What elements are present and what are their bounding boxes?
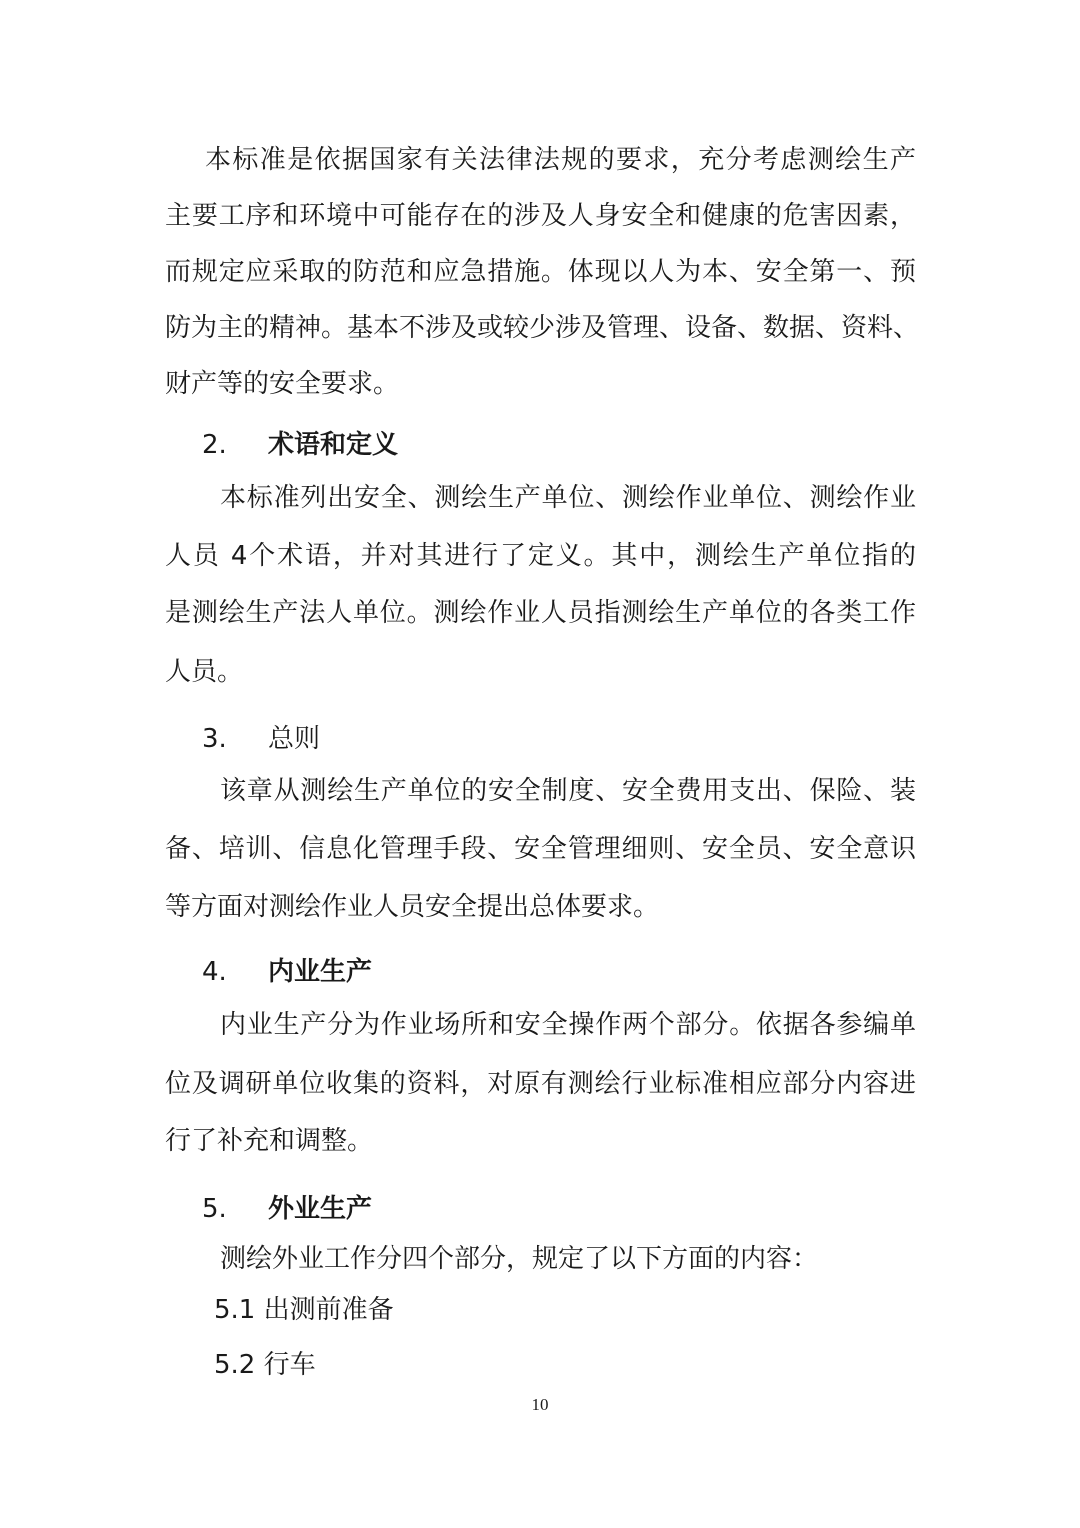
section-title: 外业生产	[268, 1194, 373, 1224]
document-page: 本标准是依据国家有关法律法规的要求，充分考虑测绘生产 主要工序和环境中可能存在的涉及人身安全和健康的危害因素， 而规定应采取的防范和应急措施。体现以人为本、安全第一、预 防为主的精神。基本不涉及或较少涉及管理、设备、数据、资料、 财产等的安全要求。 2. 术语和定义 本标准列出安全、测绘生产单位、测绘作业单位、测绘作业 人员 4个术语，并对其进行了定义。其中，测绘生产单位指的 是测绘生产法人单位。测绘作业人员指测绘生产单位的各类工作 人员。 3. 总则 该章从测绘生产单位的安全制度、安全费用支出、保险、装 备、培训、信息化管理手段、安全管理细则、安全员、安全意识 等方面对测绘作业人员安全提出总体要求。 4. 内业生产 内业生产分为作业场所和安全操作两个部分。依据各参编单 位及调研单位收集的资料，对原有测绘行业标准相应部分内容进 行了补充和调整。 5. 外业生产 测绘外业工作分四个部分，规定了以下方面的内容： 5.1 出测前准备 5.2 行车 10	[0, 0, 1080, 1528]
section-number: 5.	[202, 1194, 227, 1224]
section-number: 3.	[202, 724, 227, 754]
section-title: 总则	[268, 724, 321, 754]
section-title: 内业生产	[268, 957, 373, 987]
section-number: 4.	[202, 957, 227, 987]
section-title: 术语和定义	[268, 430, 399, 460]
section-number: 2.	[202, 430, 227, 460]
page-number: 10	[531, 1395, 549, 1414]
